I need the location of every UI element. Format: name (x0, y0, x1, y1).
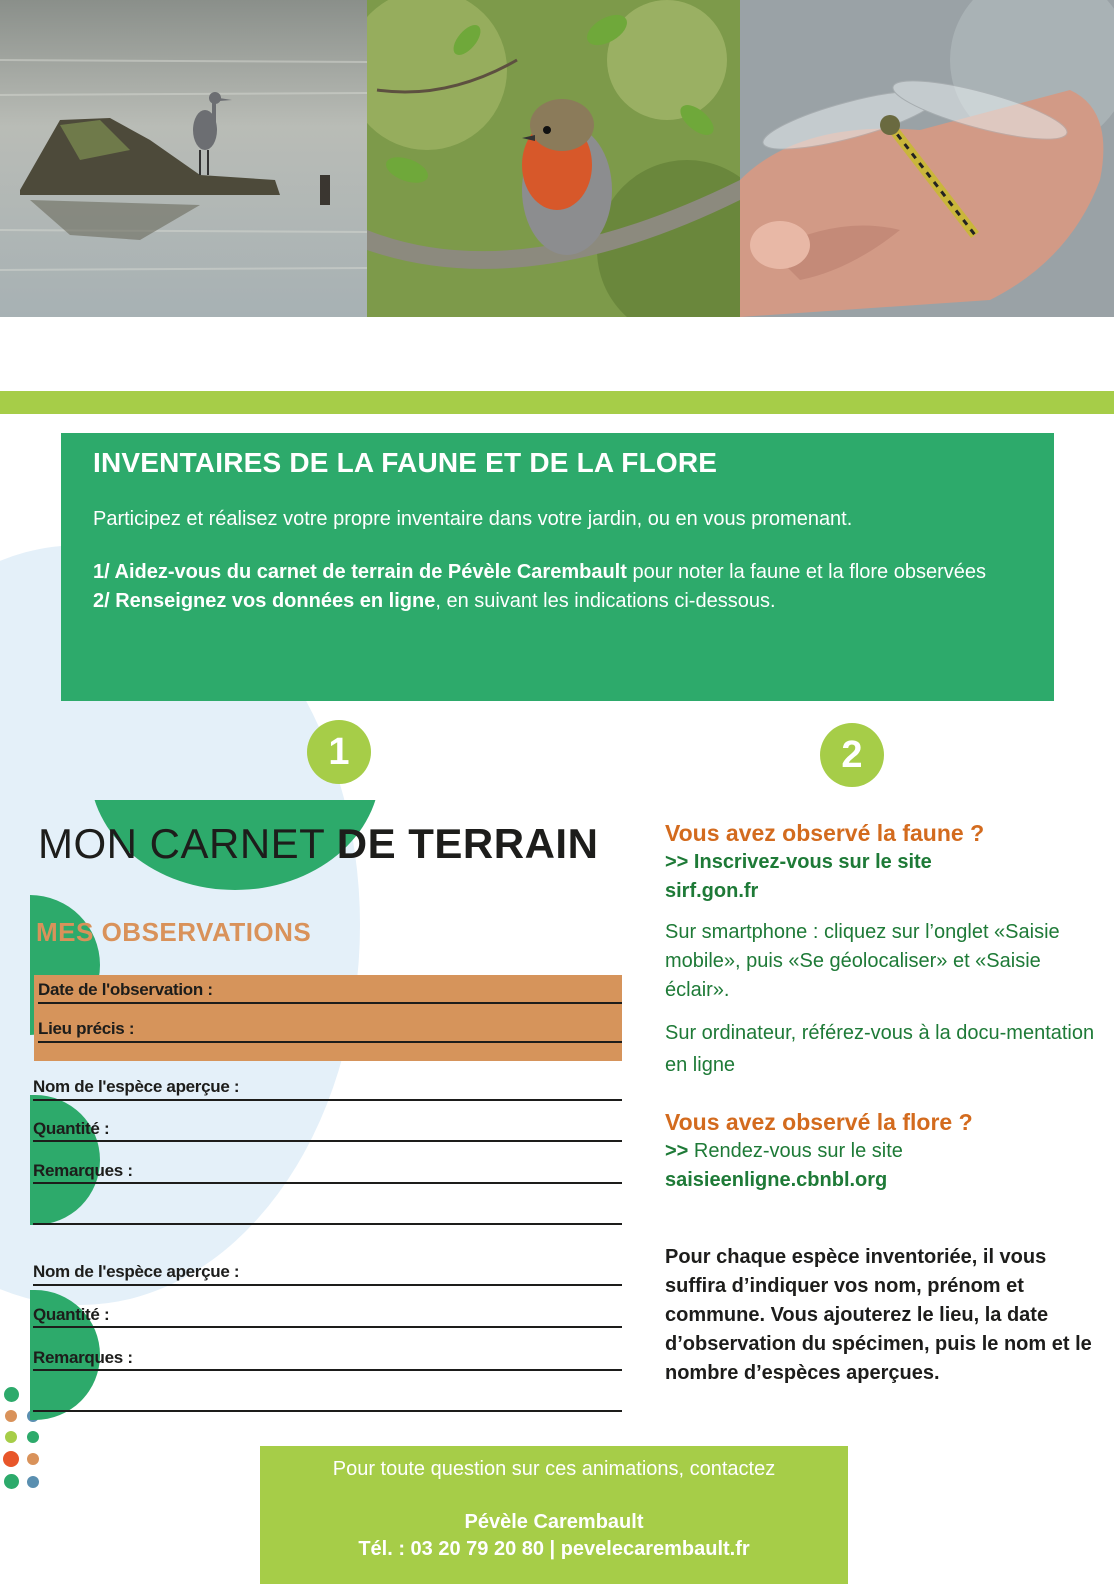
remarques-line (33, 1182, 622, 1184)
faune-inscription (665, 848, 1095, 877)
decorative-dot (27, 1431, 39, 1443)
intro-title: INVENTAIRES DE LA FAUNE ET DE LA FLORE (93, 447, 718, 478)
flore-rendez: Rendez-vous sur le site (688, 1140, 903, 1162)
flore-arrow: >> (665, 1140, 689, 1162)
inventory-note: Pour chaque espèce inventoriée, il vous suffira d’indiquer vos nom, prénom et commune. Vous ajouterez le lieu, la date d’observation du spécimen, puis le nom et le nombre d’espèces aperçues. (665, 1246, 1092, 1384)
intro-step-1-rest: pour noter la faune et la flore observées (626, 561, 987, 583)
faune-question: Vous avez observé la faune ? (665, 820, 985, 846)
intro-step-2 (93, 587, 1022, 616)
date-line (38, 1002, 622, 1004)
heron-photo (0, 0, 367, 317)
decorative-blue-strip (0, 700, 33, 1260)
faune-smartphone: Sur smartphone : cliquez sur l’onglet «Saisie mobile», puis «Se géolocaliser» et «Saisie éclair». (665, 921, 1060, 1001)
espece-label: Nom de l'espèce aperçue : (33, 1262, 240, 1281)
step-2-badge: 2 (820, 723, 884, 787)
intro-step-2-bold: 2/ Renseignez vos données en ligne (93, 590, 436, 612)
lieu-line (38, 1041, 622, 1043)
espece-label: Nom de l'espèce aperçue : (33, 1077, 240, 1096)
contact-box (260, 1446, 848, 1584)
decorative-dot (5, 1410, 17, 1422)
espece-line (33, 1099, 622, 1101)
decorative-dot (27, 1476, 39, 1488)
robin-photo (367, 0, 740, 317)
quantite-line (33, 1140, 622, 1142)
quantite-label: Quantité : (33, 1305, 110, 1324)
flore-rendezvous (665, 1137, 1095, 1166)
decorative-dot (27, 1453, 39, 1465)
decorative-dot (5, 1431, 17, 1443)
espece-line (33, 1284, 622, 1286)
contact-org: Pévèle Carembault (464, 1511, 644, 1533)
carnet-title-bold: DE TERRAIN (336, 820, 599, 867)
contact-question: Pour toute question sur ces animations, contactez (332, 1458, 776, 1480)
intro-step-2-rest: , en suivant les indications ci-dessous. (435, 590, 776, 612)
carnet-title-light: MON CARNET (38, 820, 337, 867)
decorative-dot (4, 1474, 19, 1489)
decorative-dot (4, 1387, 19, 1402)
carnet-subtitle: MES OBSERVATIONS (36, 917, 312, 947)
decorative-dot (3, 1451, 19, 1467)
step-1-badge: 1 (307, 720, 371, 784)
green-divider-bar (0, 391, 1114, 414)
lieu-label: Lieu précis : (38, 1019, 135, 1038)
quantite-line (33, 1326, 622, 1328)
intro-lead: Participez et réalisez votre propre inventaire dans votre jardin, ou en vous promenant. (93, 508, 853, 530)
flore-site-link[interactable]: saisieenligne.cbnbl.org (665, 1169, 888, 1191)
remarques-line (33, 1369, 622, 1371)
contact-phone-site[interactable]: Tél. : 03 20 79 20 80 | pevelecarembault.fr (358, 1538, 750, 1560)
quantite-label: Quantité : (33, 1119, 110, 1138)
intro-box (61, 433, 1054, 701)
remarques-line (33, 1223, 622, 1225)
instructions-column (665, 818, 1095, 1388)
faune-inscrivez: Inscrivez-vous sur le site (688, 851, 932, 873)
faune-ordinateur: Sur ordinateur, référez-vous à la docu-mentation en ligne (665, 1022, 1095, 1076)
card-left-shape (30, 1095, 100, 1225)
intro-step-1-bold: 1/ Aidez-vous du carnet de terrain de Pévèle Carembault (93, 561, 627, 583)
remarques-label: Remarques : (33, 1348, 133, 1367)
remarques-line (33, 1410, 622, 1412)
intro-step-1 (93, 558, 1022, 587)
date-label: Date de l'observation : (38, 980, 213, 999)
carnet-card (30, 800, 630, 1430)
flore-question: Vous avez observé la flore ? (665, 1109, 973, 1135)
dragonfly-photo (740, 0, 1114, 317)
faune-arrow: >> (665, 851, 689, 873)
remarques-label: Remarques : (33, 1161, 133, 1180)
faune-site-link[interactable]: sirf.gon.fr (665, 880, 759, 902)
carnet-title (38, 820, 598, 868)
